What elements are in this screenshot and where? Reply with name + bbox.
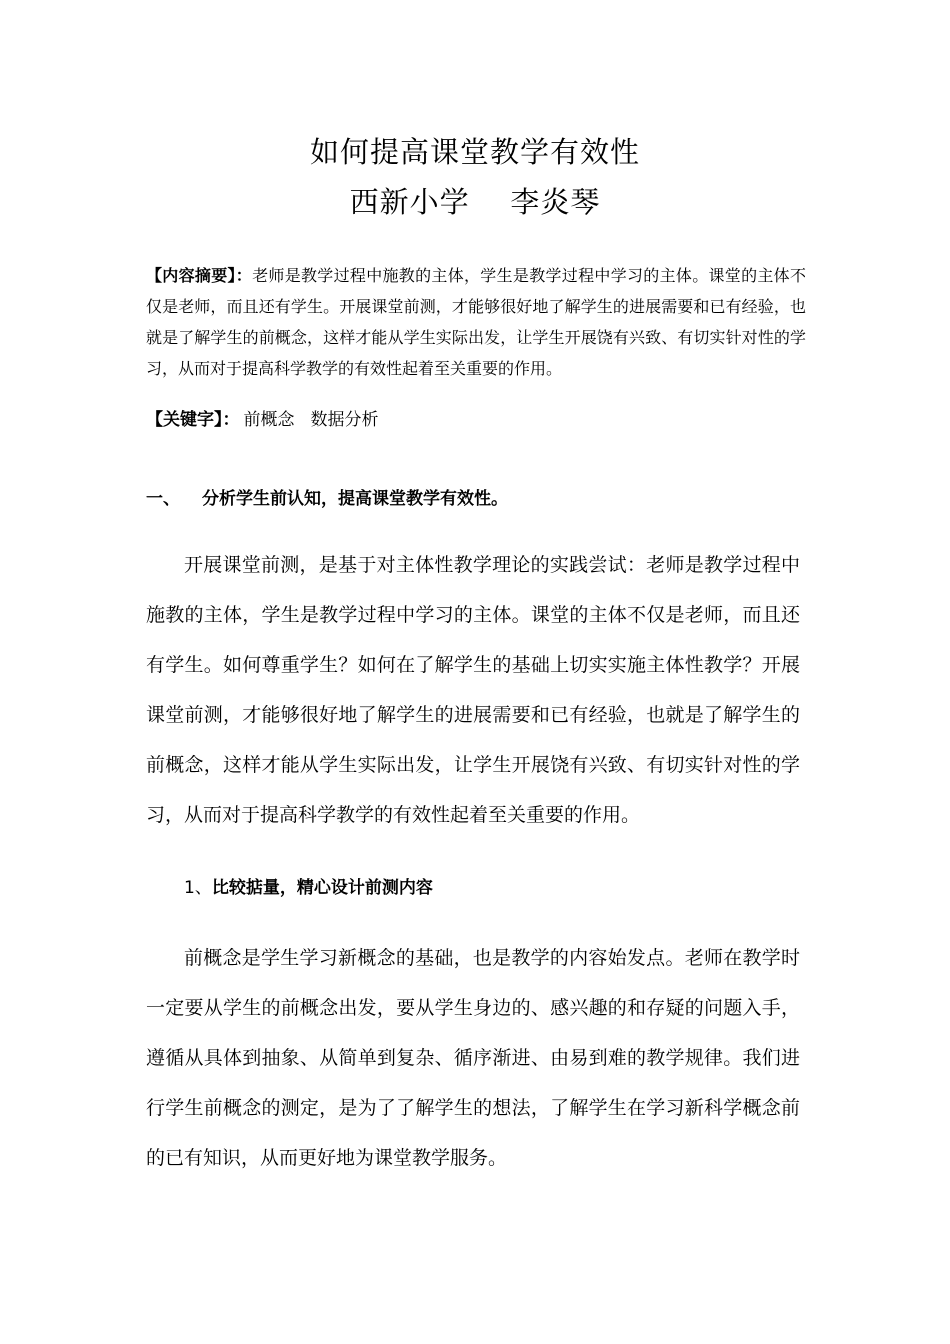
subsection-number: 1、: [184, 878, 212, 898]
keyword-item: 数据分析: [310, 410, 379, 430]
abstract-text: 老师是教学过程中施教的主体，学生是教学过程中学习的主体。课堂的主体不仅是老师，而且还有学生。开展课堂前测，才能够很好地了解学生的进展需要和已有经验，也就是了解学生的前概念，这样才能从学生实际出发，让学生开展饶有兴致、有切实针对性的学习，从而对于提高科学教学的有效性起着至关重要的作用。: [146, 266, 806, 378]
abstract-label: 【内容摘要】：: [146, 266, 253, 285]
abstract-block: [146, 260, 806, 384]
document-title: 如何提高课堂教学有效性: [309, 135, 640, 169]
section-heading-text: 分析学生前认知，提高课堂教学有效性。: [202, 489, 508, 509]
author-line: 西新小学 李炎琴: [349, 185, 601, 219]
subsection-heading: [184, 873, 433, 898]
section-paragraph: 开展课堂前测，是基于对主体性教学理论的实践尝试：老师是教学过程中施教的主体，学生是教学过程中学习的主体。课堂的主体不仅是老师，而且还有学生。如何尊重学生？如何在了解学生的基础上切实实施主体性教学？开展课堂前测，才能够很好地了解学生的进展需要和已有经验，也就是了解学生的前概念，这样才能从学生实际出发，让学生开展饶有兴致、有切实针对性的学习，从而对于提高科学教学的有效性起着至关重要的作用。: [146, 554, 800, 826]
section-heading: [146, 484, 508, 509]
subsection-paragraph: 前概念是学生学习新概念的基础，也是教学的内容始发点。老师在教学时一定要从学生的前概念出发，要从学生身边的、感兴趣的和存疑的问题入手，遵循从具体到抽象、从简单到复杂、循序渐进、由易到难的教学规律。我们进行学生前概念的测定，是为了了解学生的想法，了解学生在学习新科学概念前的已有知识，从而更好地为课堂教学服务。: [146, 947, 800, 1169]
keywords-label: 【关键字】：: [146, 410, 240, 430]
keyword-item: 前概念: [243, 410, 295, 430]
section-number: 一、: [146, 489, 180, 509]
subsection-heading-text: 比较掂量，精心设计前测内容: [211, 878, 433, 898]
keywords-block: [146, 405, 379, 430]
